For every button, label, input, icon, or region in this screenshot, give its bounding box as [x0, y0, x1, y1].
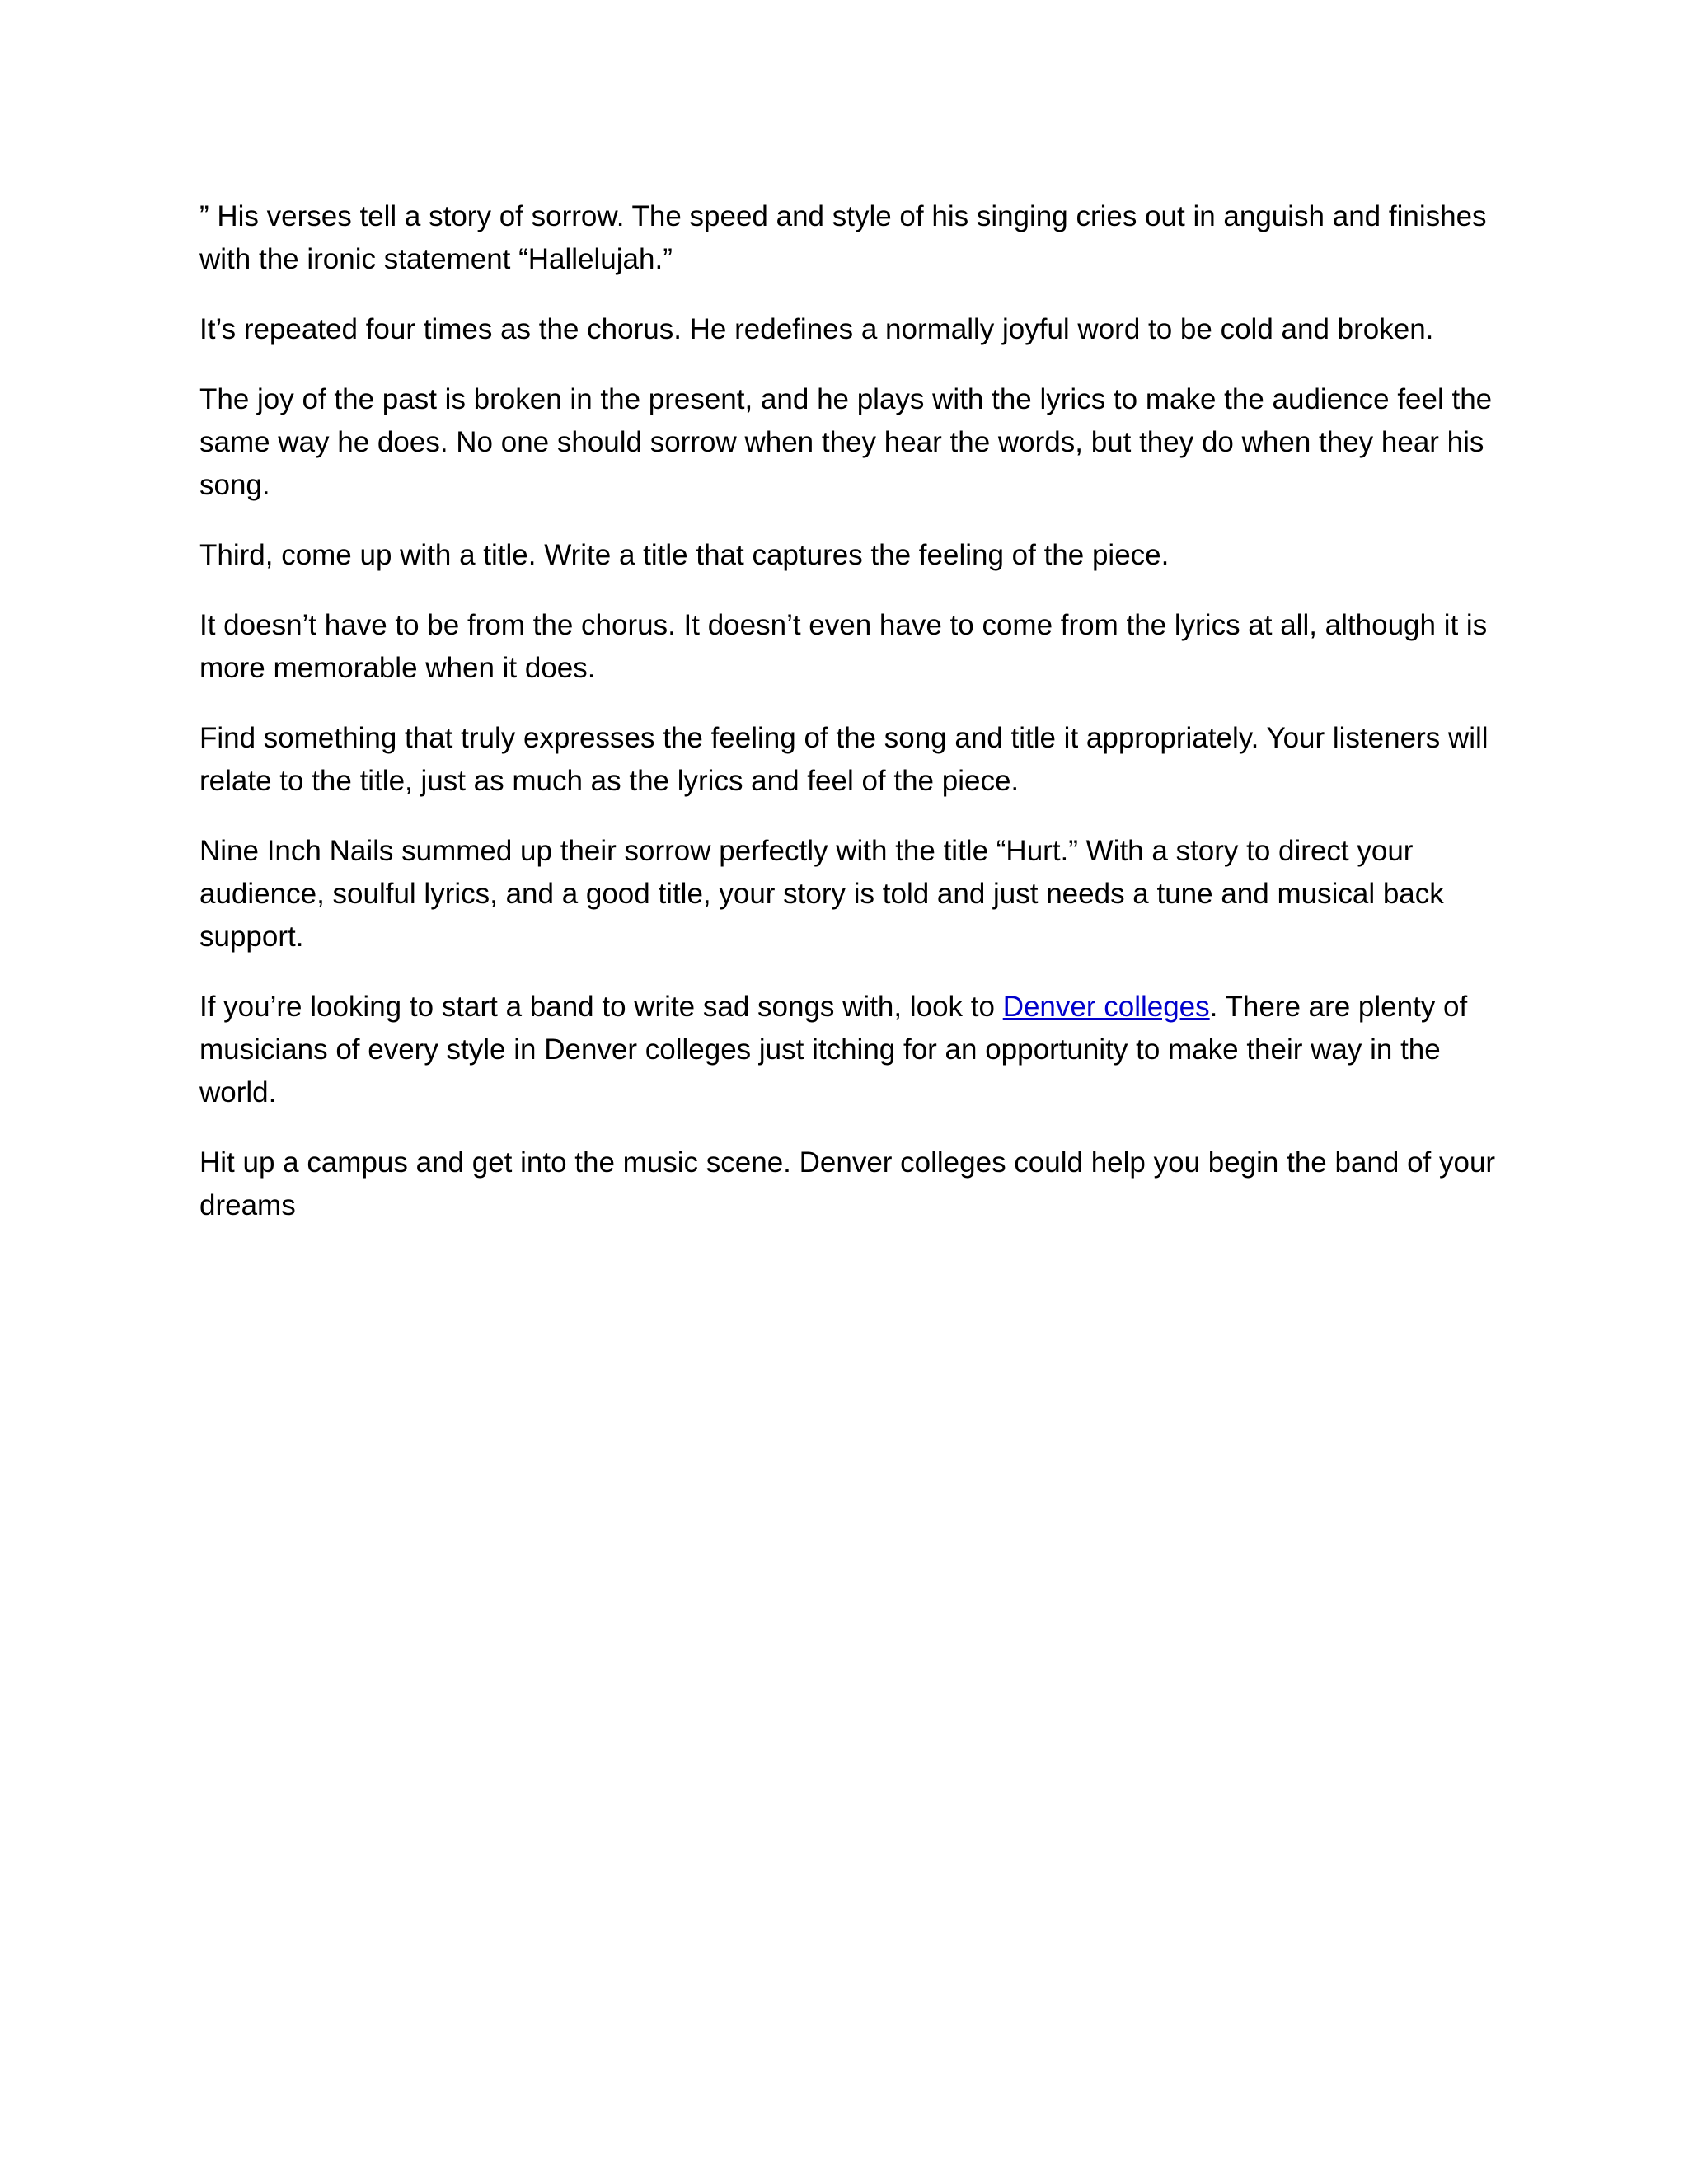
paragraph-9: Hit up a campus and get into the music scene. Denver colleges could help you begin the band of your dreams	[199, 1146, 1496, 1221]
paragraph-4: Third, come up with a title. Write a title that captures the feeling of the piece.	[199, 539, 1170, 571]
paragraph-5: It doesn’t have to be from the chorus. It doesn’t even have to come from the lyrics at all, although it is more memorable when it does.	[199, 609, 1488, 684]
denver-colleges-link[interactable]: Denver colleges	[1002, 991, 1210, 1023]
paragraph-1: ” His verses tell a story of sorrow. The speed and style of his singing cries out in anguish and finishes with the ironic statement “Hallelujah.”	[199, 200, 1487, 275]
paragraph-2: It’s repeated four times as the chorus. He redefines a normally joyful word to be cold and broken.	[199, 313, 1434, 345]
paragraph-3: The joy of the past is broken in the present, and he plays with the lyrics to make the audience feel the same way he does. No one should sorrow when they hear the words, but they do when they hear his song.	[199, 383, 1493, 501]
document-body	[199, 195, 1502, 1254]
paragraph-6: Find something that truly expresses the feeling of the song and title it appropriately. Your listeners will relate to the title, just as much as the lyrics and feel of the piece.	[199, 722, 1489, 797]
paragraph-8-lead-text: If you’re looking to start a band to write sad songs with, look to	[199, 991, 1003, 1023]
paragraph-8-trail-text: . There are plenty of musicians of every style in Denver colleges just itching for an opportunity to make their way in the world.	[199, 991, 1468, 1108]
paragraph-8	[199, 986, 1502, 1114]
paragraph-7: Nine Inch Nails summed up their sorrow perfectly with the title “Hurt.” With a story to direct your audience, soulful lyrics, and a good title, your story is told and just needs a tune and musical back support.	[199, 835, 1444, 953]
